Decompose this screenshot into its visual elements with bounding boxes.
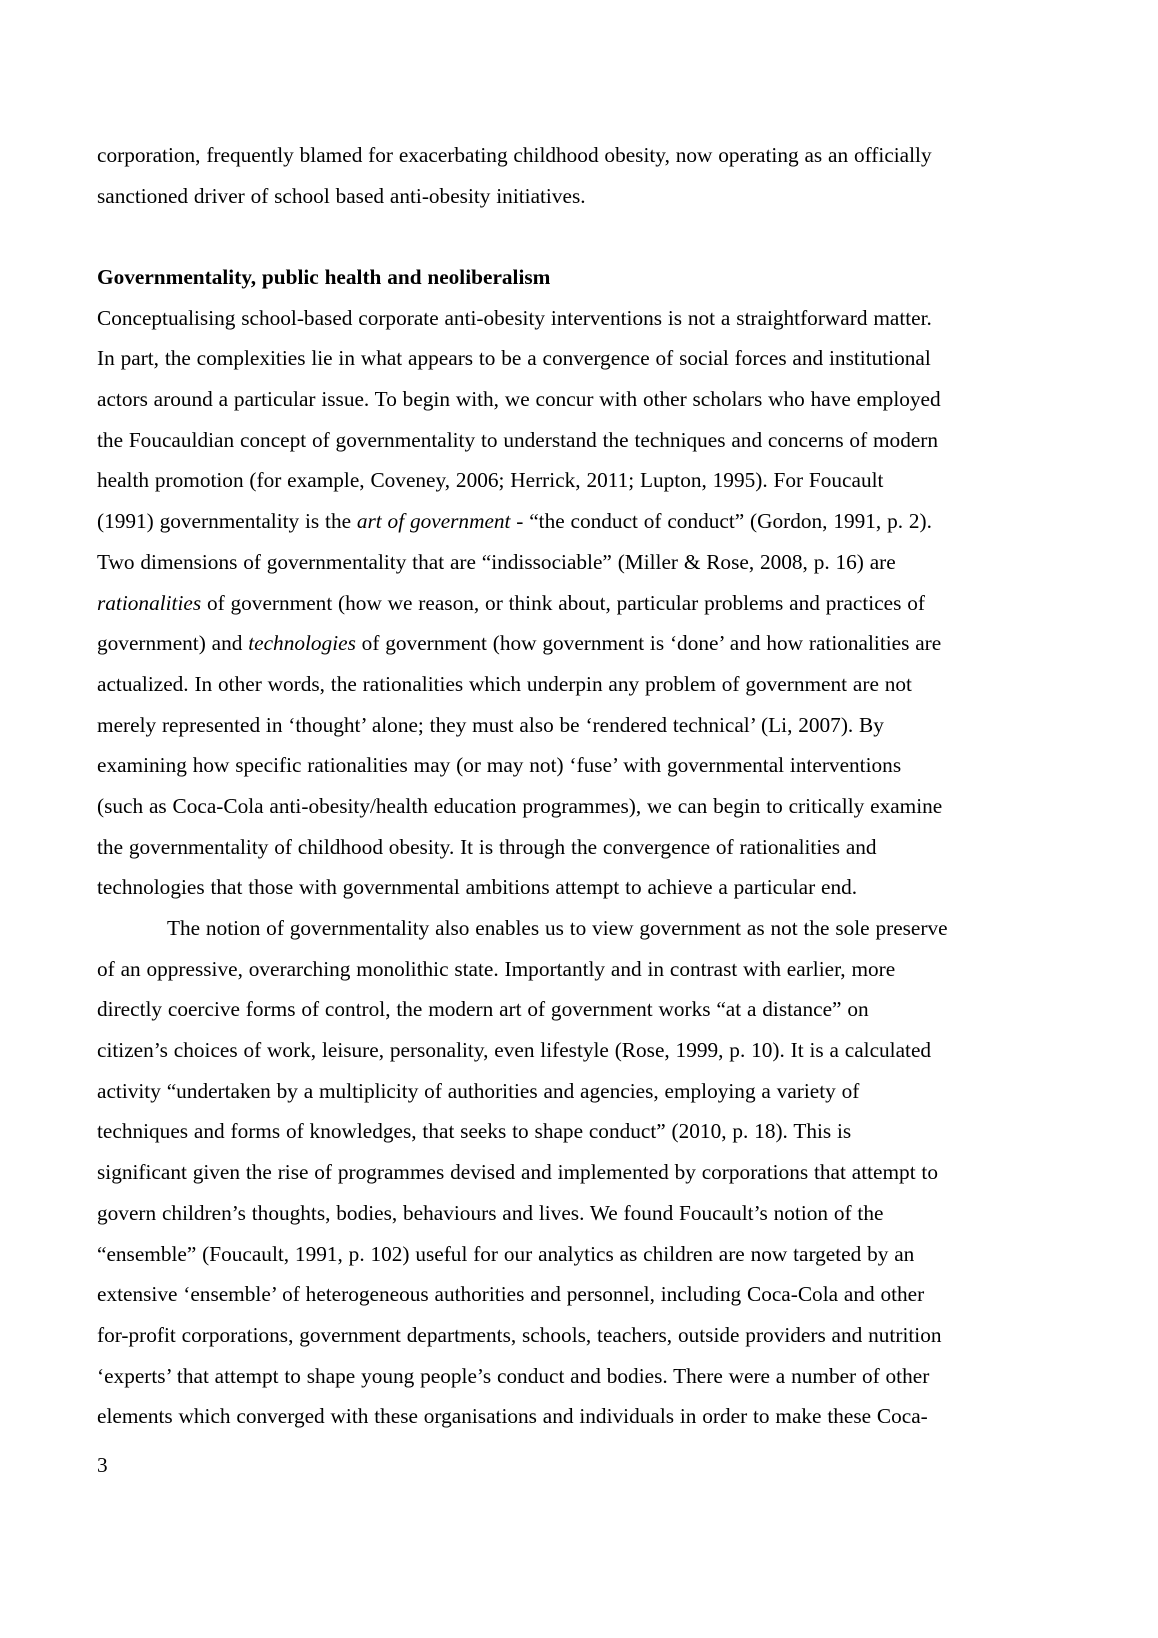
text-line: sanctioned driver of school based anti-obesity initiatives. [97, 183, 586, 208]
text-line: the governmentality of childhood obesity. It is through the convergence of rationalities and [97, 834, 877, 859]
italic-term: technologies [248, 631, 356, 656]
text-line: activity “undertaken by a multiplicity of authorities and agencies, employing a variety of [97, 1078, 860, 1103]
text-line: ‘experts’ that attempt to shape young people’s conduct and bodies. There were a number of other [97, 1363, 930, 1388]
text-line: technologies that those with governmental ambitions attempt to achieve a particular end. [97, 875, 858, 900]
text-line: directly coercive forms of control, the modern art of government works “at a distance” on [97, 997, 869, 1022]
text-line [97, 583, 1029, 624]
text-line: In part, the complexities lie in what appears to be a convergence of social forces and institutional [97, 346, 931, 371]
text-line: Conceptualising school-based corporate anti-obesity interventions is not a straightforward matter. [97, 305, 932, 330]
text-line: actors around a particular issue. To begin with, we concur with other scholars who have employed [97, 387, 941, 412]
text-line [97, 501, 1029, 542]
intro-paragraph [97, 135, 1029, 216]
text-line: govern children’s thoughts, bodies, behaviours and lives. We found Foucault’s notion of the [97, 1200, 884, 1225]
text-line: Two dimensions of governmentality that are “indissociable” (Miller & Rose, 2008, p. 16) are [97, 549, 896, 574]
text-line: citizen’s choices of work, leisure, personality, even lifestyle (Rose, 1999, p. 10). It is a calculated [97, 1038, 932, 1063]
italic-term: art of government [356, 509, 511, 534]
text-line-indented: The notion of governmentality also enables us to view government as not the sole preserve [167, 916, 948, 940]
text-segment: government) and [97, 631, 249, 656]
text-line: significant given the rise of programmes devised and implemented by corporations that attempt to [97, 1160, 938, 1185]
text-line: health promotion (for example, Coveney, 2006; Herrick, 2011; Lupton, 1995). For Foucault [97, 468, 884, 493]
text-line: the Foucauldian concept of governmentality to understand the techniques and concerns of modern [97, 427, 939, 452]
text-line: of an oppressive, overarching monolithic state. Importantly and in contrast with earlier, more [97, 956, 896, 981]
text-segment: - “the conduct of conduct” (Gordon, 1991, p. 2). [510, 509, 932, 534]
text-line: “ensemble” (Foucault, 1991, p. 102) useful for our analytics as children are now targeted by an [97, 1241, 915, 1266]
text-line: (such as Coca-Cola anti-obesity/health education programmes), we can begin to critically examine [97, 793, 943, 818]
text-line: actualized. In other words, the rationalities which underpin any problem of government are not [97, 671, 912, 696]
text-segment: of government (how government is ‘done’ and how rationalities are [355, 631, 942, 656]
italic-term: rationalities [97, 590, 202, 615]
text-line [97, 623, 1029, 664]
section-heading: Governmentality, public health and neoliberalism [97, 265, 551, 289]
text-line: merely represented in ‘thought’ alone; they must also be ‘rendered technical’ (Li, 2007). By [97, 712, 884, 737]
text-line: extensive ‘ensemble’ of heterogeneous authorities and personnel, including Coca-Cola and other [97, 1282, 925, 1307]
section-governmentality [97, 257, 1029, 1437]
text-line: corporation, frequently blamed for exacerbating childhood obesity, now operating as an officially [97, 143, 932, 167]
text-line: for-profit corporations, government departments, schools, teachers, outside providers and nutrition [97, 1322, 942, 1347]
text-segment: of government (how we reason, or think about, particular problems and practices of [201, 590, 925, 615]
text-segment: (1991) governmentality is the [97, 509, 357, 534]
text-line: techniques and forms of knowledges, that seeks to shape conduct” (2010, p. 18). This is [97, 1119, 852, 1144]
text-line: examining how specific rationalities may (or may not) ‘fuse’ with governmental interventions [97, 753, 902, 778]
page-number: 3 [97, 1453, 108, 1477]
text-line: elements which converged with these organisations and individuals in order to make these Coca- [97, 1404, 928, 1429]
